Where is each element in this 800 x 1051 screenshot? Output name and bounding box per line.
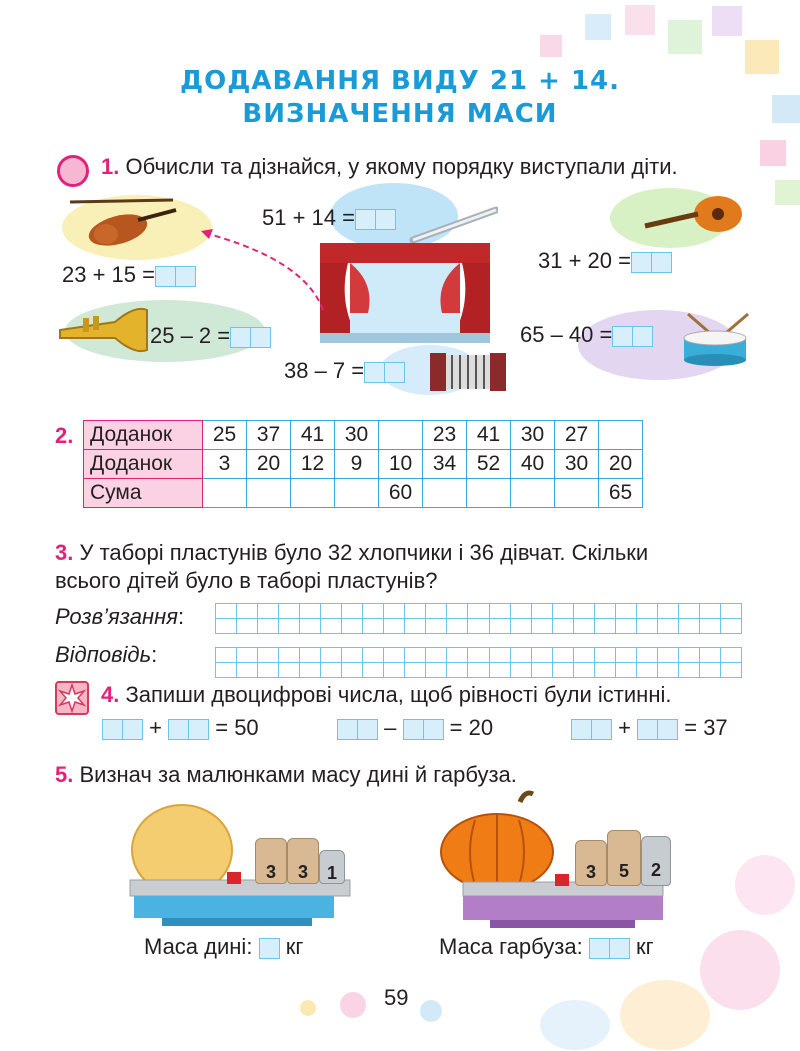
- weight-3kg: 3: [255, 838, 287, 884]
- grid-cell[interactable]: [300, 648, 321, 663]
- grid-cell[interactable]: [679, 604, 700, 619]
- grid-cell[interactable]: [426, 619, 447, 634]
- grid-cell[interactable]: [721, 663, 742, 678]
- table-cell[interactable]: 65: [599, 479, 643, 508]
- grid-cell[interactable]: [426, 604, 447, 619]
- weight-2kg: 2: [641, 836, 671, 886]
- grid-cell[interactable]: [258, 604, 279, 619]
- grid-cell[interactable]: [216, 648, 237, 663]
- grid-cell[interactable]: [595, 619, 616, 634]
- answer-box[interactable]: [652, 252, 672, 273]
- grid-cell[interactable]: [490, 663, 511, 678]
- grid-cell[interactable]: [342, 648, 363, 663]
- page-title-line1: ДОДАВАННЯ ВИДУ 21 + 14.: [179, 66, 621, 96]
- table-cell[interactable]: 30: [511, 421, 555, 450]
- task5-heading: 5. Визнач за малюнками масу дині й гарбуза.: [55, 762, 517, 787]
- answer-box[interactable]: [102, 719, 123, 740]
- task1-heading: [101, 154, 678, 180]
- answer-box[interactable]: [358, 719, 378, 740]
- table-cell[interactable]: 60: [379, 479, 423, 508]
- grid-cell[interactable]: [363, 619, 384, 634]
- grid-cell[interactable]: [321, 604, 342, 619]
- answer-box[interactable]: [633, 326, 653, 347]
- row-label: Доданок: [84, 421, 203, 450]
- violin-icon: [68, 192, 178, 250]
- grid-cell[interactable]: [321, 648, 342, 663]
- grid-cell[interactable]: [511, 663, 532, 678]
- weight-3kg: 3: [287, 838, 319, 884]
- grid-cell[interactable]: [384, 663, 405, 678]
- grid-cell[interactable]: [679, 648, 700, 663]
- grid-cell[interactable]: [300, 604, 321, 619]
- answer-box[interactable]: [251, 327, 271, 348]
- answer-box[interactable]: [403, 719, 424, 740]
- grid-cell[interactable]: [405, 619, 426, 634]
- grid-cell[interactable]: [426, 648, 447, 663]
- answer-box[interactable]: [168, 719, 189, 740]
- grid-cell[interactable]: [574, 663, 595, 678]
- drum-icon: [678, 312, 753, 367]
- task4-heading: 4. Запиши двоцифрові числа, щоб рівності були істинні.: [101, 682, 672, 707]
- grid-cell[interactable]: [532, 604, 553, 619]
- flute-icon: [408, 205, 498, 245]
- table-cell[interactable]: 40: [511, 450, 555, 479]
- answer-box[interactable]: [337, 719, 358, 740]
- task-icon-circle: [57, 155, 89, 187]
- grid-cell[interactable]: [637, 648, 658, 663]
- grid-cell[interactable]: [616, 663, 637, 678]
- table-cell[interactable]: 34: [423, 450, 467, 479]
- grid-cell[interactable]: [258, 663, 279, 678]
- table-cell[interactable]: 27: [555, 421, 599, 450]
- grid-cell[interactable]: [321, 663, 342, 678]
- page-title-line2: ВИЗНАЧЕННЯ МАСИ: [242, 99, 558, 129]
- grid-cell[interactable]: [405, 648, 426, 663]
- grid-cell[interactable]: [553, 663, 574, 678]
- expr-flute: 51 + 14 =: [262, 205, 396, 231]
- grid-cell[interactable]: [342, 619, 363, 634]
- equation-3: + = 37: [571, 715, 728, 741]
- grid-cell[interactable]: [258, 619, 279, 634]
- grid-cell[interactable]: [490, 619, 511, 634]
- expr-accordion: 38 – 7 =: [284, 358, 405, 384]
- grid-cell[interactable]: [468, 663, 489, 678]
- grid-cell[interactable]: [342, 663, 363, 678]
- answer-box[interactable]: [355, 209, 376, 230]
- grid-cell[interactable]: [553, 619, 574, 634]
- grid-cell[interactable]: [237, 604, 258, 619]
- grid-cell[interactable]: [616, 619, 637, 634]
- weight-1kg: 1: [319, 850, 345, 884]
- lute-icon: [640, 192, 745, 237]
- table-cell[interactable]: 20: [599, 450, 643, 479]
- grid-cell[interactable]: [258, 648, 279, 663]
- table-cell[interactable]: 12: [291, 450, 335, 479]
- grid-cell[interactable]: [321, 619, 342, 634]
- solution-grid[interactable]: [215, 603, 742, 634]
- grid-cell[interactable]: [237, 648, 258, 663]
- stage-icon: [320, 243, 490, 343]
- grid-cell[interactable]: [700, 648, 721, 663]
- answer-box[interactable]: [424, 719, 444, 740]
- answer-grid[interactable]: [215, 647, 742, 678]
- grid-cell[interactable]: [574, 604, 595, 619]
- grid-cell[interactable]: [532, 648, 553, 663]
- answer-box[interactable]: [155, 266, 176, 287]
- task3-line1: 3. У таборі пластунів було 32 хлопчики і 36 дівчат. Скільки: [55, 540, 649, 565]
- table-cell[interactable]: [599, 421, 643, 450]
- table-cell[interactable]: 41: [291, 421, 335, 450]
- grid-cell[interactable]: [363, 648, 384, 663]
- grid-cell[interactable]: [595, 604, 616, 619]
- expr-drum: 65 – 40 =: [520, 322, 653, 348]
- answer-box[interactable]: [589, 938, 610, 959]
- melon-caption: Маса дині: кг: [144, 934, 304, 959]
- grid-cell[interactable]: [447, 648, 468, 663]
- task4-number: 4.: [101, 682, 120, 707]
- grid-cell[interactable]: [637, 604, 658, 619]
- table-cell[interactable]: 30: [335, 421, 379, 450]
- grid-cell[interactable]: [363, 604, 384, 619]
- grid-cell[interactable]: [721, 648, 742, 663]
- grid-cell[interactable]: [532, 663, 553, 678]
- grid-cell[interactable]: [384, 648, 405, 663]
- trumpet-icon: [55, 300, 155, 360]
- solution-label: Розв’язання:: [55, 604, 185, 629]
- grid-cell[interactable]: [426, 663, 447, 678]
- answer-box[interactable]: [612, 326, 633, 347]
- grid-cell[interactable]: [490, 604, 511, 619]
- weight-5kg: 5: [607, 830, 641, 886]
- table-row: [84, 421, 643, 450]
- grid-cell[interactable]: [405, 604, 426, 619]
- grid-cell[interactable]: [616, 648, 637, 663]
- grid-cell[interactable]: [616, 604, 637, 619]
- table-cell[interactable]: [555, 479, 599, 508]
- grid-cell[interactable]: [279, 648, 300, 663]
- grid-cell[interactable]: [279, 604, 300, 619]
- grid-cell[interactable]: [532, 619, 553, 634]
- answer-box[interactable]: [592, 719, 612, 740]
- table-cell[interactable]: [203, 479, 247, 508]
- answer-box[interactable]: [189, 719, 209, 740]
- grid-cell[interactable]: [511, 648, 532, 663]
- expr-violin: 23 + 15 =: [62, 262, 196, 288]
- task1-number: 1.: [101, 154, 120, 179]
- grid-cell[interactable]: [511, 604, 532, 619]
- grid-cell[interactable]: [574, 619, 595, 634]
- table-cell[interactable]: 41: [467, 421, 511, 450]
- answer-box[interactable]: [637, 719, 658, 740]
- grid-cell[interactable]: [700, 619, 721, 634]
- grid-cell[interactable]: [700, 663, 721, 678]
- grid-cell[interactable]: [468, 619, 489, 634]
- answer-box[interactable]: [610, 938, 630, 959]
- expr-trumpet: 25 – 2 =: [150, 323, 271, 349]
- table-cell[interactable]: 23: [423, 421, 467, 450]
- grid-cell[interactable]: [216, 619, 237, 634]
- star-icon: [55, 681, 89, 715]
- grid-cell[interactable]: [279, 619, 300, 634]
- row-label: Доданок: [84, 450, 203, 479]
- answer-box[interactable]: [658, 719, 678, 740]
- grid-cell[interactable]: [384, 604, 405, 619]
- grid-cell[interactable]: [447, 604, 468, 619]
- answer-box[interactable]: [631, 252, 652, 273]
- answer-box[interactable]: [385, 362, 405, 383]
- table-cell[interactable]: [511, 479, 555, 508]
- grid-cell[interactable]: [342, 604, 363, 619]
- answer-box[interactable]: [230, 327, 251, 348]
- answer-box[interactable]: [364, 362, 385, 383]
- pumpkin-caption: Маса гарбуза: кг: [439, 934, 654, 959]
- answer-box[interactable]: [176, 266, 196, 287]
- grid-cell[interactable]: [216, 604, 237, 619]
- grid-cell[interactable]: [237, 663, 258, 678]
- grid-cell[interactable]: [595, 648, 616, 663]
- grid-cell[interactable]: [447, 663, 468, 678]
- equation-2: – = 20: [337, 715, 493, 741]
- grid-cell[interactable]: [279, 663, 300, 678]
- grid-cell[interactable]: [384, 619, 405, 634]
- grid-cell[interactable]: [658, 604, 679, 619]
- grid-cell[interactable]: [405, 663, 426, 678]
- equation-1: + = 50: [102, 715, 259, 741]
- table-cell[interactable]: [379, 421, 423, 450]
- grid-cell[interactable]: [216, 663, 237, 678]
- task2-number: 2.: [55, 423, 74, 448]
- grid-cell[interactable]: [595, 663, 616, 678]
- answer-box[interactable]: [376, 209, 396, 230]
- grid-cell[interactable]: [511, 619, 532, 634]
- grid-cell[interactable]: [679, 619, 700, 634]
- table-cell[interactable]: [467, 479, 511, 508]
- grid-cell[interactable]: [363, 663, 384, 678]
- table-cell[interactable]: 20: [247, 450, 291, 479]
- grid-cell[interactable]: [300, 663, 321, 678]
- grid-cell[interactable]: [553, 604, 574, 619]
- grid-cell[interactable]: [468, 648, 489, 663]
- table-row: [84, 450, 643, 479]
- task1-text: Обчисли та дізнайся, у якому порядку виступали діти.: [125, 154, 678, 179]
- grid-cell[interactable]: [574, 648, 595, 663]
- grid-cell[interactable]: [700, 604, 721, 619]
- answer-box[interactable]: [259, 938, 280, 959]
- grid-cell[interactable]: [300, 619, 321, 634]
- arrow-icon: [195, 225, 335, 315]
- grid-cell[interactable]: [637, 619, 658, 634]
- grid-cell[interactable]: [658, 619, 679, 634]
- answer-box[interactable]: [571, 719, 592, 740]
- grid-cell[interactable]: [237, 619, 258, 634]
- table-cell[interactable]: 10: [379, 450, 423, 479]
- table-cell[interactable]: [335, 479, 379, 508]
- weight-3kg: 3: [575, 840, 607, 886]
- table-cell[interactable]: 52: [467, 450, 511, 479]
- grid-cell[interactable]: [658, 663, 679, 678]
- grid-cell[interactable]: [721, 604, 742, 619]
- row-label: Сума: [84, 479, 203, 508]
- table-cell[interactable]: 25: [203, 421, 247, 450]
- table-cell[interactable]: 37: [247, 421, 291, 450]
- table-cell[interactable]: [291, 479, 335, 508]
- grid-cell[interactable]: [468, 604, 489, 619]
- table-cell[interactable]: 3: [203, 450, 247, 479]
- expr-lute: 31 + 20 =: [538, 248, 672, 274]
- answer-box[interactable]: [123, 719, 143, 740]
- page-number: 59: [384, 985, 409, 1010]
- task3-line2: всього дітей було в таборі пластунів?: [55, 568, 438, 593]
- grid-cell[interactable]: [553, 648, 574, 663]
- task5-number: 5.: [55, 762, 74, 787]
- grid-cell[interactable]: [637, 663, 658, 678]
- grid-cell[interactable]: [447, 619, 468, 634]
- addition-table: [83, 420, 643, 508]
- table-row: [84, 479, 643, 508]
- table-cell[interactable]: [247, 479, 291, 508]
- grid-cell[interactable]: [679, 663, 700, 678]
- table-cell[interactable]: 30: [555, 450, 599, 479]
- answer-label: Відповідь:: [55, 642, 158, 667]
- grid-cell[interactable]: [658, 648, 679, 663]
- table-cell[interactable]: [423, 479, 467, 508]
- accordion-icon: [428, 345, 508, 395]
- grid-cell[interactable]: [490, 648, 511, 663]
- table-cell[interactable]: 9: [335, 450, 379, 479]
- task3-number: 3.: [55, 540, 74, 565]
- grid-cell[interactable]: [721, 619, 742, 634]
